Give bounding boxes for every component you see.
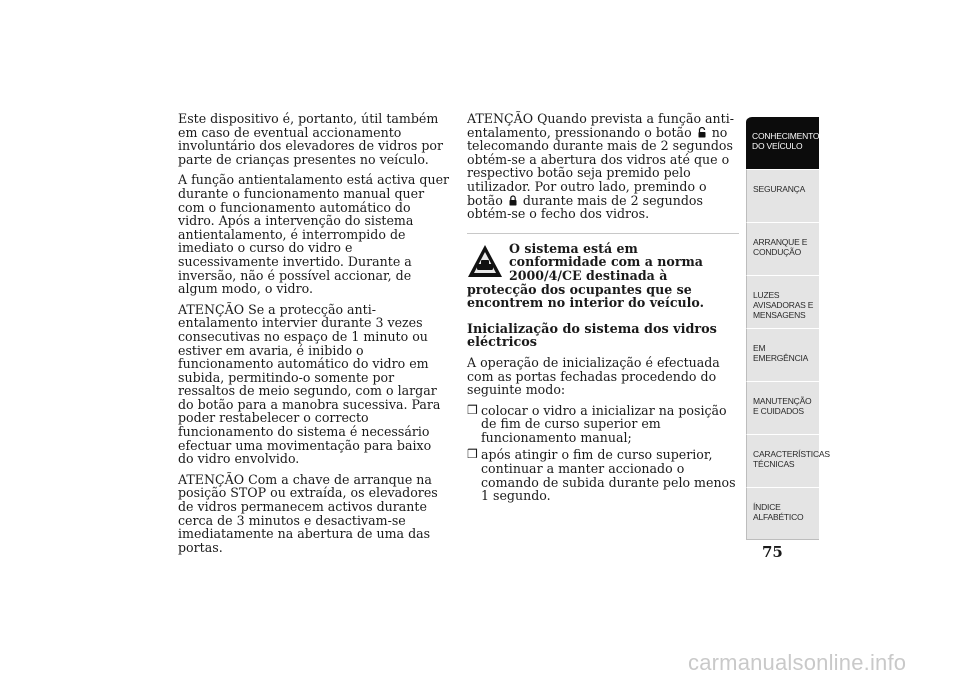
list-item-text: após atingir o fim de curso superior, continuar a manter accionado o comando de subida durante pelo menos 1 segundo. (481, 447, 736, 504)
tab-manutencao[interactable]: MANUTENÇÃO E CUIDADOS (746, 381, 819, 434)
tab-luzes-avisadoras[interactable]: LUZES AVISADORAS E MENSAGENS (746, 275, 819, 328)
section-title: Inicialização do sistema dos vidros eléctricos (467, 321, 717, 351)
checkbox-bullet-icon: ❒ (467, 447, 478, 462)
right-column (467, 112, 739, 507)
section-tabs (746, 116, 830, 540)
tab-indice-alfabetico[interactable]: ÍNDICE ALFABÉTICO (746, 487, 819, 540)
checkbox-bullet-icon: ❒ (467, 402, 478, 417)
page-number: 75 (762, 543, 783, 561)
left-column (178, 112, 450, 561)
unlock-icon (698, 127, 706, 138)
attention-text: no telecomando durante mais de 2 segundos obtém-se a abertura dos vidros até que o respectivo botão seja premido pelo utilizador. Por outro lado, premindo o botão (467, 124, 733, 208)
section-intro: A operação de inicialização é efectuada com as portas fechadas procedendo do seguinte modo: (467, 354, 720, 398)
paragraph: A função antientalamento está activa quer durante o funcionamento manual quer com o funcionamento automático do vidro. Após a intervenção do sistema antientalamento, é interrompido de imediato o curso do vidro e sucessivamente invertido. Durante a inversão, não é possível accionar, de algum modo, o vidro. (178, 172, 450, 297)
lock-icon (509, 195, 517, 206)
attention-paragraph: ATENÇÃO Se a protecção anti-entalamento intervier durante 3 vezes consecutivas no espaço de 1 minuto ou estiver em avaria, é inibido o funcionamento automático do vidro em subida, permitindo-o somente por ressaltos de meio segundo, com o largar do botão para a manobra sucessiva. Para poder restabelecer o correcto funcionamento do sistema é necessário efectuar uma movimentação para baixo do vidro envolvido. (178, 301, 441, 467)
tab-conhecimento-do-veiculo[interactable]: CONHECIMENTO DO VEÍCULO (746, 116, 819, 169)
attention-paragraph (467, 112, 739, 221)
list-item-text: colocar o vidro a inicializar na posição de fim de curso superior em funcionamento manual; (481, 402, 727, 445)
attention-text: ATENÇÃO Quando prevista a função anti-entalamento, pressionando o botão (467, 111, 734, 140)
tab-em-emergencia[interactable]: EM EMERGÊNCIA (746, 328, 819, 381)
tab-caracteristicas[interactable]: CARACTERÍSTICAS TÉCNICAS (746, 434, 819, 487)
list-item (467, 448, 739, 502)
paragraph: Este dispositivo é, portanto, útil também em caso de eventual accionamento involuntário dos elevadores de vidros por parte de crianças presentes no veículo. (178, 111, 443, 167)
warning-triangle-icon (467, 244, 503, 278)
tab-seguranca[interactable]: SEGURANÇA (746, 169, 819, 222)
warning-box (467, 233, 739, 310)
watermark: carmanualsonline.info (688, 650, 907, 675)
list-item (467, 404, 739, 445)
tab-arranque-e-conducao[interactable]: ARRANQUE E CONDUÇÃO (746, 222, 819, 275)
attention-paragraph: ATENÇÃO Com a chave de arranque na posição STOP ou extraída, os elevadores de vidros permanecem activos durante cerca de 3 minutos e desactivam-se imediatamente na abertura de uma das portas. (178, 471, 438, 555)
attention-text: durante mais de 2 segundos obtém-se o fecho dos vidros. (467, 192, 703, 222)
bullet-list (467, 404, 739, 503)
warning-text: O sistema está em conformidade com a norma 2000/4/CE destinada à protecção dos ocupantes que se encontrem no interior do veículo. (467, 240, 704, 311)
